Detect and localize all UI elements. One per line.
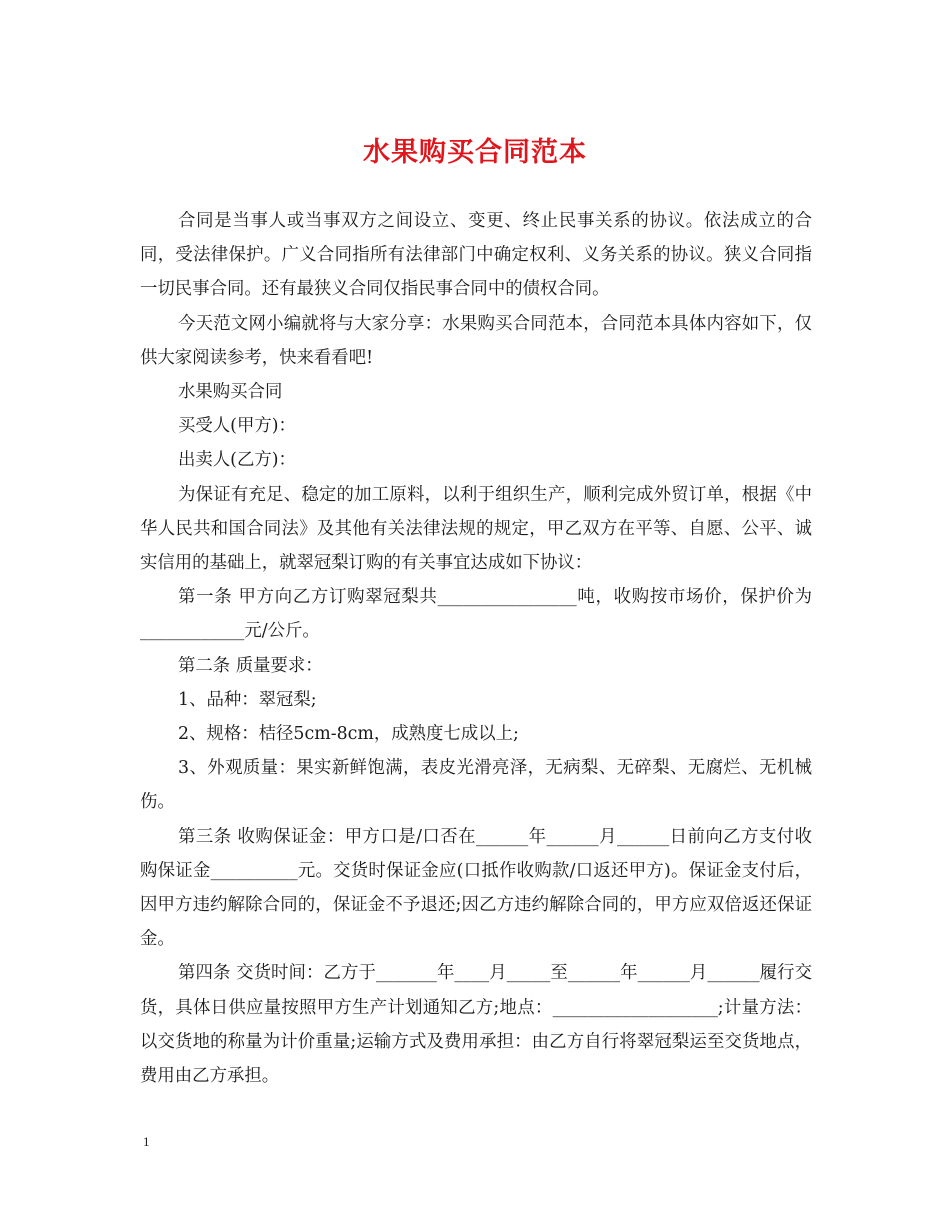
seller-line: 出卖人(乙方)： xyxy=(178,450,296,471)
article-2: 第二条 质量要求： xyxy=(178,655,323,676)
article-2-item-2: 2、规格：桔径5cm-8cm，成熟度七成以上; xyxy=(178,724,519,745)
article-4: 第四条 交货时间：乙方于_______年____月_____至______年______月______履行交货，具体日供应量按照甲方生产计划通知乙方;地点：___________________;计量方法：以交货地的称量为计价重量;运输方式及费用承担：由乙方自行将翠冠梨运至交货地点，费用由乙方承担。 xyxy=(140,963,812,1087)
article-2-item-1: 1、品种：翠冠梨; xyxy=(178,689,317,710)
article-3: 第三条 收购保证金：甲方口是/口否在______年______月______日前向乙方支付收购保证金__________元。交货时保证金应(口抵作收购款/口返还甲方)。保证金支付后，因甲方违约解除合同的，保证金不予退还;因乙方违约解除合同的，甲方应双倍返还保证金。 xyxy=(140,826,812,950)
paragraph-intro: 合同是当事人或当事双方之间设立、变更、终止民事关系的协议。依法成立的合同，受法律保护。广义合同指所有法律部门中确定权利、义务关系的协议。狭义合同指一切民事合同。还有最狭义合同仅指民事合同中的债权合同。 xyxy=(140,211,812,300)
contract-heading: 水果购买合同 xyxy=(178,382,283,403)
article-1: 第一条 甲方向乙方订购翠冠梨共________________吨，收购按市场价，保护价为____________元/公斤。 xyxy=(140,587,812,642)
page-title: 水果购买合同范本 xyxy=(363,137,587,168)
document-body xyxy=(140,204,812,1093)
article-2-item-3: 3、外观质量：果实新鲜饱满，表皮光滑亮泽，无病梨、无碎梨、无腐烂、无机械伤。 xyxy=(140,758,812,813)
paragraph-share: 今天范文网小编就将与大家分享：水果购买合同范本，合同范本具体内容如下，仅供大家阅读参考，快来看看吧! xyxy=(140,313,812,368)
buyer-line: 买受人(甲方)： xyxy=(178,416,296,437)
paragraph-preamble: 为保证有充足、稳定的加工原料，以利于组织生产，顺利完成外贸订单，根据《中华人民共和国合同法》及其他有关法律法规的规定，甲乙双方在平等、自愿、公平、诚实信用的基础上，就翠冠梨订购的有关事宜达成如下协议： xyxy=(140,484,812,574)
page-number: 1 xyxy=(143,1134,150,1149)
